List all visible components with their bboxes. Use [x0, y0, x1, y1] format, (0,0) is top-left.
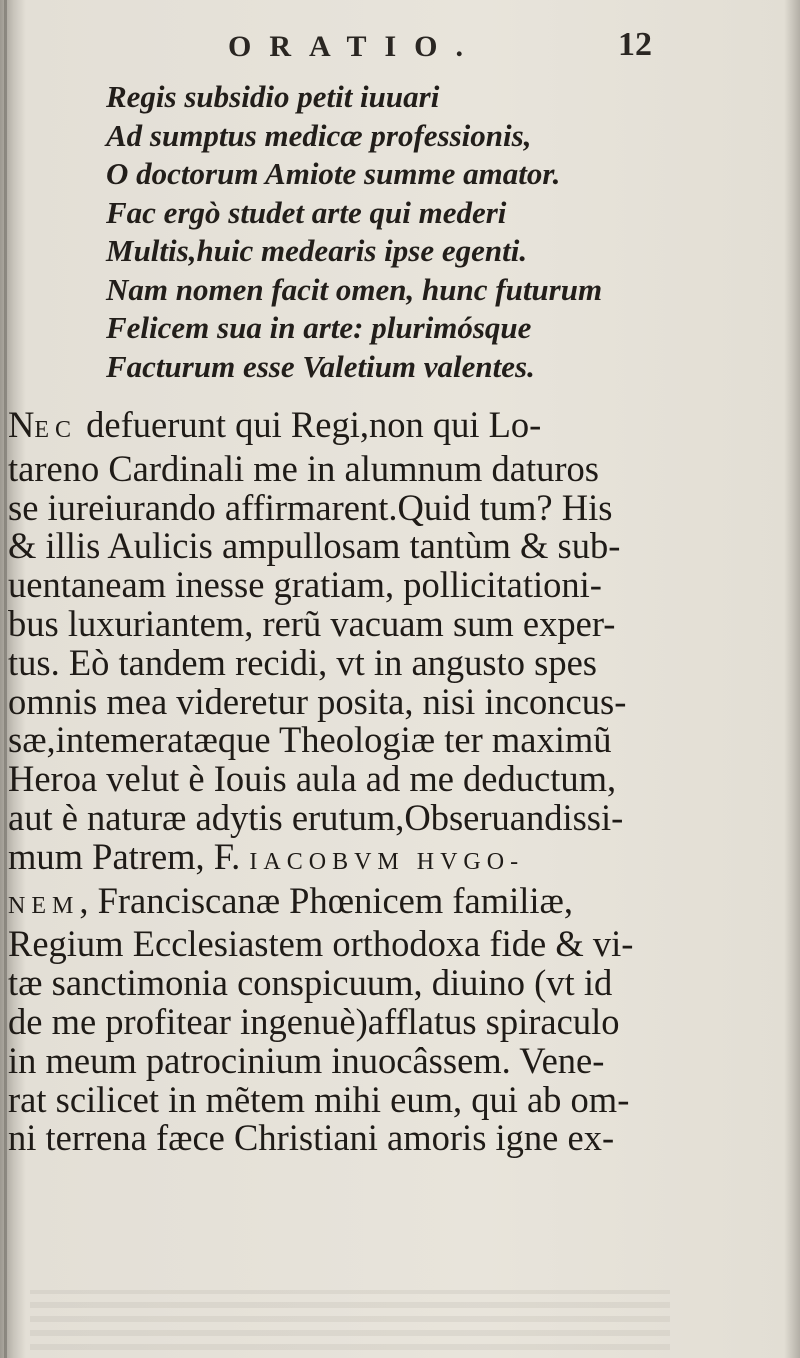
verse-line: Regis subsidio petit iuuari — [106, 79, 440, 114]
prose-line — [8, 406, 688, 450]
prose-text: mum Patrem, F. — [8, 835, 250, 877]
prose-text: , Franciscanæ Phœnicem familiæ, — [79, 879, 574, 921]
page-number: 12 — [618, 26, 652, 63]
verse-line: Felicem sua in arte: plurimósque — [106, 310, 532, 345]
prose-line: ni terrena fæce Christiani amoris igne ex- — [8, 1117, 615, 1159]
verse-line: O doctorum Amiote summe amator. — [106, 156, 561, 191]
initial-letter: N — [8, 404, 35, 445]
prose-line: de me profitear ingenuè)afflatus spiraculo — [8, 1000, 620, 1042]
verse-line: Multis,huic medearis ipse egenti. — [106, 233, 528, 268]
verse-line: Nam nomen facit omen, hunc futurum — [106, 271, 603, 307]
prose-line: se iureiurando affirmarent.Quid tum? His — [8, 486, 613, 528]
small-caps-name: IACOBVM HVGO- — [249, 848, 525, 875]
prose-line: bus luxuriantem, rerũ vacuam sum exper- — [8, 602, 616, 644]
page-edge-shadow — [784, 0, 800, 1358]
prose-line — [8, 835, 688, 882]
prose-line: in meum patrocinium inuocâssem. Vene- — [8, 1039, 605, 1081]
show-through-texture — [30, 1290, 670, 1350]
verse-line: Ad sumptus medicæ professionis, — [106, 117, 532, 153]
verse-line: Fac ergò studet arte qui mederi — [106, 194, 507, 230]
binding-gutter — [4, 0, 7, 1358]
prose-text: defuerunt qui Regi,non qui Lo- — [77, 404, 542, 445]
prose-line: aut è naturæ adytis erutum,Obseruandissi- — [8, 796, 624, 838]
running-head: ORATIO. — [228, 30, 481, 63]
prose-line: tus. Eò tandem recidi, vt in angusto spes — [8, 641, 597, 683]
prose-line: omnis mea videretur posita, nisi inconcus- — [8, 680, 627, 722]
prose-block — [8, 406, 688, 1158]
prose-line: Heroa velut è Iouis aula ad me deductum, — [8, 758, 617, 800]
prose-line: Regium Ecclesiastem orthodoxa fide & vi- — [8, 923, 634, 965]
prose-line: rat scilicet in mẽtem mihi eum, qui ab om- — [8, 1078, 630, 1120]
prose-line: tareno Cardinali me in alumnum daturos — [8, 447, 599, 489]
small-caps-name: NEM — [8, 892, 80, 919]
prose-line: sæ,intemeratæque Theologiæ ter maximũ — [8, 719, 612, 761]
small-caps-text: EC — [34, 417, 78, 443]
prose-line: tæ sanctimonia conspicuum, diuino (vt id — [8, 962, 613, 1004]
prose-line — [8, 879, 688, 926]
prose-line: & illis Aulicis ampullosam tantùm & sub- — [8, 525, 621, 567]
prose-line: uentaneam inesse gratiam, pollicitationi- — [8, 564, 602, 606]
verse-block — [106, 78, 786, 386]
verse-line: Facturum esse Valetium valentes. — [106, 348, 535, 384]
